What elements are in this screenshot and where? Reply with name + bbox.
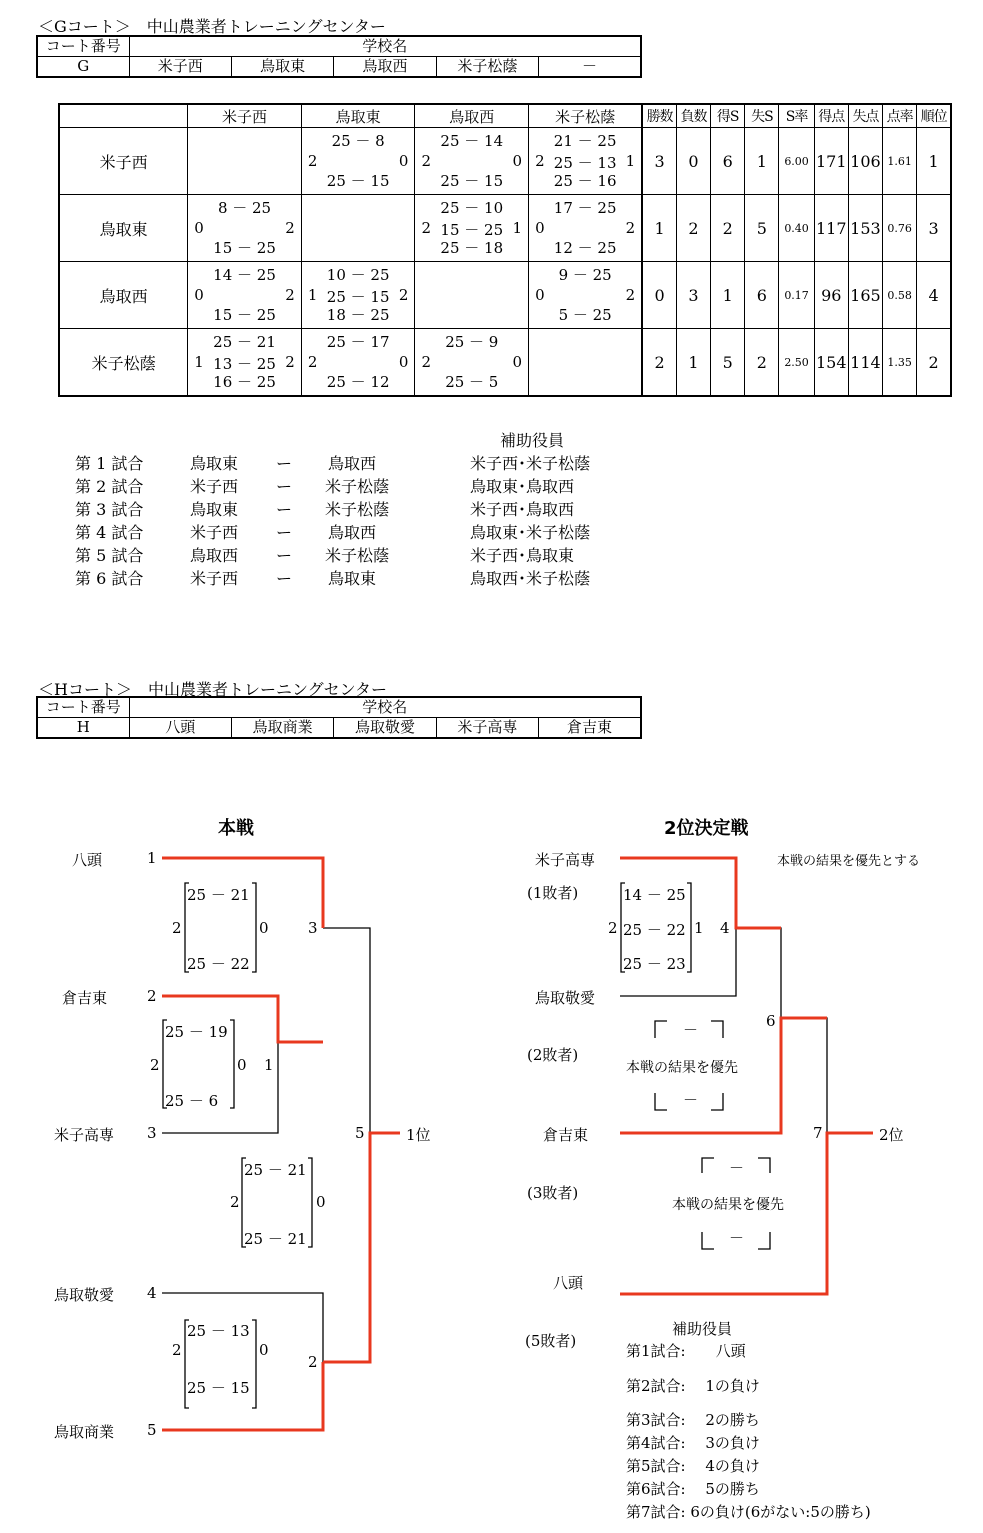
sets-won: 2 <box>172 919 182 937</box>
team-name: 鳥取商業 <box>54 1423 115 1441</box>
sets-won: 0 <box>512 353 523 371</box>
sets-won: 2 <box>421 353 432 371</box>
match-number: 3 <box>308 919 318 937</box>
sets-won: 2 <box>150 1056 160 1074</box>
sets-won: 2 <box>285 353 295 371</box>
team-b: 鳥取東 <box>328 569 377 588</box>
points-against: 153 <box>848 195 882 262</box>
school-name: 倉吉東 <box>539 718 641 739</box>
helper-teams: 米子西･鳥取東 <box>470 546 575 565</box>
col-header: 負数 <box>676 104 710 128</box>
priority-note: 本戦の結果を優先とする <box>777 854 921 869</box>
main-bracket-title: 本戦 <box>218 818 254 839</box>
set-score: 5 － 25 <box>558 306 612 324</box>
sets-won: 2 <box>172 1341 182 1359</box>
point-ratio: 0.76 <box>883 195 917 262</box>
points-for: 171 <box>814 128 848 195</box>
versus-dash: ー <box>276 477 293 496</box>
versus-dash: ー <box>276 546 293 565</box>
sets-won: 2 <box>421 152 432 170</box>
loser-label: (1敗者) <box>527 884 579 902</box>
team-name: 鳥取東 <box>59 195 188 262</box>
helper-line: 第3試合: 2の勝ち <box>626 1411 760 1429</box>
court-id: H <box>37 718 129 739</box>
helper-line: 第1試合: 八頭 <box>626 1342 746 1360</box>
sets-won: 2 <box>307 152 318 170</box>
set-score: 14 － 25 <box>213 266 276 284</box>
set-score: 17 － 25 <box>553 199 617 217</box>
placeholder-dash: － <box>683 1091 699 1109</box>
sets-won: 0 <box>237 1056 247 1074</box>
helper-teams: 鳥取東･米子松蔭 <box>470 523 591 542</box>
set-score: 25 － 13 <box>187 1322 250 1340</box>
school-name: 八頭 <box>129 718 231 739</box>
h-court-caption: ＜Hコート＞ 中山農業者トレーニングセンター <box>38 680 387 699</box>
team-name: 米子高専 <box>535 851 596 869</box>
sets-lost: 1 <box>745 128 779 195</box>
court-no-header: コート番号 <box>37 697 129 718</box>
placeholder-text: 本戦の結果を優先 <box>626 1060 738 1076</box>
helper-line: 第6試合: 5の勝ち <box>626 1480 760 1498</box>
set-score: 25 － 21 <box>244 1230 307 1248</box>
sets-won: 2 <box>285 286 295 304</box>
team-name: 鳥取敬愛 <box>54 1286 115 1304</box>
seed-number: 1 <box>147 849 157 867</box>
team-b: 鳥取西 <box>328 523 377 542</box>
team-name: 米子松蔭 <box>59 329 188 397</box>
second-place-label: 2位 <box>879 1126 904 1144</box>
set-ratio: 6.00 <box>779 128 814 195</box>
helper-header: 補助役員 <box>672 1320 733 1338</box>
helper-teams: 鳥取東･鳥取西 <box>470 477 575 496</box>
col-header: 米子松蔭 <box>529 104 643 128</box>
school-name: － <box>539 57 641 78</box>
helper-line: 第7試合: 6の負け(6がない:5の勝ち) <box>626 1503 871 1521</box>
loser-label: (5敗者) <box>525 1332 577 1350</box>
game-number: 第 3 試合 <box>75 500 144 519</box>
sets-won: 1 <box>711 262 745 329</box>
versus-dash: ー <box>276 569 293 588</box>
g-court-caption: ＜Gコート＞ 中山農業者トレーニングセンター <box>38 17 386 36</box>
match-number: 6 <box>766 1012 776 1030</box>
court-no-header: コート番号 <box>37 36 129 57</box>
helper-teams: 米子西･米子松蔭 <box>470 454 591 473</box>
rank: 2 <box>917 329 951 397</box>
point-ratio: 1.61 <box>883 128 917 195</box>
game-number: 第 2 試合 <box>75 477 144 496</box>
sets-won: 0 <box>259 919 269 937</box>
helper-line: 第5試合: 4の負け <box>626 1457 760 1475</box>
sets-won: 0 <box>259 1341 269 1359</box>
losses: 2 <box>676 195 710 262</box>
second-bracket-title: 2位決定戦 <box>664 818 749 839</box>
points-for: 96 <box>814 262 848 329</box>
seed-number: 4 <box>147 1284 157 1302</box>
team-a: 鳥取西 <box>190 546 239 565</box>
seed-number: 3 <box>147 1124 157 1142</box>
col-header: 失点 <box>848 104 882 128</box>
versus-dash: ー <box>276 500 293 519</box>
rank: 1 <box>917 128 951 195</box>
set-score: 13 － 25 <box>213 355 276 373</box>
team-name: 米子高専 <box>54 1126 115 1144</box>
sets-won: 2 <box>608 919 618 937</box>
team-b: 鳥取西 <box>328 454 377 473</box>
game-number: 第 6 試合 <box>75 569 144 588</box>
helper-line: 第4試合: 3の負け <box>626 1434 760 1452</box>
losses: 0 <box>676 128 710 195</box>
match-number: 7 <box>813 1124 823 1142</box>
helper-teams: 米子西･鳥取西 <box>470 500 575 519</box>
loser-label: (2敗者) <box>527 1046 579 1064</box>
set-score: 18 － 25 <box>326 306 390 324</box>
placeholder-text: 本戦の結果を優先 <box>672 1197 784 1213</box>
team-a: 鳥取東 <box>190 500 239 519</box>
team-name: 八頭 <box>553 1274 584 1292</box>
placeholder-dash: － <box>683 1021 699 1039</box>
set-score: 25 － 8 <box>331 132 385 150</box>
set-score: 25 － 21 <box>244 1161 307 1179</box>
points-for: 154 <box>814 329 848 397</box>
placeholder-dash: － <box>729 1159 745 1177</box>
set-score: 25 － 12 <box>326 373 390 391</box>
set-score: 21 － 25 <box>553 132 617 150</box>
set-score: 15 － 25 <box>440 221 504 239</box>
school-header: 学校名 <box>129 36 641 57</box>
set-ratio: 2.50 <box>779 329 814 397</box>
col-header: 失S <box>745 104 779 128</box>
wins: 0 <box>642 262 676 329</box>
game-number: 第 4 試合 <box>75 523 144 542</box>
match-number: 1 <box>264 1056 274 1074</box>
game-number: 第 1 試合 <box>75 454 144 473</box>
col-header: 点率 <box>883 104 917 128</box>
school-name: 米子西 <box>129 57 231 78</box>
sets-won: 2 <box>625 286 636 304</box>
team-name: 八頭 <box>72 851 103 869</box>
sets-won: 2 <box>285 219 295 237</box>
team-name: 鳥取敬愛 <box>535 989 596 1007</box>
match-number: 5 <box>355 1124 365 1142</box>
col-header: 勝数 <box>642 104 676 128</box>
set-ratio: 0.17 <box>779 262 814 329</box>
school-name: 米子松蔭 <box>436 57 538 78</box>
sets-won: 2 <box>625 219 636 237</box>
sets-won: 1 <box>694 919 704 937</box>
sets-won: 2 <box>230 1193 240 1211</box>
set-score: 16 － 25 <box>213 373 276 391</box>
set-score: 25 － 5 <box>445 373 499 391</box>
wins: 2 <box>642 329 676 397</box>
sets-lost: 5 <box>745 195 779 262</box>
points-against: 106 <box>848 128 882 195</box>
col-header: 鳥取東 <box>301 104 415 128</box>
points-for: 117 <box>814 195 848 262</box>
sets-won: 0 <box>194 286 204 304</box>
sets-won: 0 <box>398 152 409 170</box>
sets-won: 0 <box>535 286 545 304</box>
match-number: 4 <box>720 919 730 937</box>
g-helper-header: 補助役員 <box>500 431 565 450</box>
set-score: 25 － 17 <box>326 333 390 351</box>
team-a: 米子西 <box>190 477 239 496</box>
wins: 1 <box>642 195 676 262</box>
team-b: 米子松蔭 <box>325 477 390 496</box>
match-number: 2 <box>308 1353 318 1371</box>
court-id: G <box>37 57 129 78</box>
first-place-label: 1位 <box>406 1126 431 1144</box>
set-ratio: 0.40 <box>779 195 814 262</box>
point-ratio: 1.35 <box>883 329 917 397</box>
set-score: 10 － 25 <box>326 266 390 284</box>
set-score: 25 － 21 <box>213 333 276 351</box>
rank: 4 <box>917 262 951 329</box>
school-name: 鳥取東 <box>231 57 333 78</box>
point-ratio: 0.58 <box>883 262 917 329</box>
team-a: 米子西 <box>190 569 239 588</box>
sets-won: 0 <box>512 152 523 170</box>
team-a: 鳥取東 <box>190 454 239 473</box>
sets-won: 5 <box>711 329 745 397</box>
game-number: 第 5 試合 <box>75 546 144 565</box>
versus-dash: ー <box>276 523 293 542</box>
sets-won: 2 <box>398 286 409 304</box>
team-name: 倉吉東 <box>62 989 108 1007</box>
sets-won: 2 <box>535 152 545 170</box>
sets-won: 0 <box>535 219 545 237</box>
col-header: 鳥取西 <box>415 104 529 128</box>
sets-won: 2 <box>307 353 318 371</box>
set-score: 8 － 25 <box>217 199 272 217</box>
set-score: 25 － 15 <box>187 1379 250 1397</box>
col-header: 順位 <box>917 104 951 128</box>
school-name: 米子高専 <box>436 718 538 739</box>
col-header: 得点 <box>814 104 848 128</box>
sets-lost: 2 <box>745 329 779 397</box>
loser-label: (3敗者) <box>527 1184 579 1202</box>
set-score: 25 － 10 <box>440 199 504 217</box>
sets-won: 0 <box>398 353 409 371</box>
versus-dash: ー <box>276 454 293 473</box>
set-score: 25 － 15 <box>440 172 504 190</box>
set-score: 25 － 9 <box>445 333 499 351</box>
sets-won: 2 <box>421 219 432 237</box>
sets-lost: 6 <box>745 262 779 329</box>
sets-won: 1 <box>512 219 523 237</box>
sets-won: 1 <box>194 353 204 371</box>
team-b: 米子松蔭 <box>325 546 390 565</box>
team-b: 米子松蔭 <box>325 500 390 519</box>
school-name: 鳥取商業 <box>231 718 333 739</box>
set-score: 15 － 25 <box>213 306 276 324</box>
helper-line: 第2試合: 1の負け <box>626 1377 760 1395</box>
set-score: 25 － 21 <box>187 886 250 904</box>
points-against: 114 <box>848 329 882 397</box>
placeholder-dash: － <box>729 1229 745 1247</box>
rank: 3 <box>917 195 951 262</box>
seed-number: 2 <box>147 987 157 1005</box>
set-score: 25 － 6 <box>165 1092 219 1110</box>
set-score: 25 － 14 <box>440 132 504 150</box>
set-score: 25 － 22 <box>187 955 250 973</box>
col-header: S率 <box>779 104 814 128</box>
set-score: 9 － 25 <box>558 266 612 284</box>
sets-won: 6 <box>711 128 745 195</box>
sets-won: 0 <box>316 1193 326 1211</box>
set-score: 25 － 15 <box>326 172 390 190</box>
school-header: 学校名 <box>129 697 641 718</box>
set-score: 25 － 16 <box>553 172 617 190</box>
sets-won: 1 <box>307 286 318 304</box>
set-score: 25 － 23 <box>623 955 686 973</box>
school-name: 鳥取西 <box>334 57 436 78</box>
helper-teams: 鳥取西･米子松蔭 <box>470 569 591 588</box>
losses: 1 <box>676 329 710 397</box>
seed-number: 5 <box>147 1421 157 1439</box>
sets-won: 0 <box>194 219 204 237</box>
set-score: 25 － 13 <box>553 154 617 172</box>
col-header: 米子西 <box>188 104 302 128</box>
team-name: 倉吉東 <box>543 1126 589 1144</box>
set-score: 25 － 15 <box>326 288 390 306</box>
wins: 3 <box>642 128 676 195</box>
set-score: 14 － 25 <box>623 886 686 904</box>
sets-won: 1 <box>625 152 636 170</box>
points-against: 165 <box>848 262 882 329</box>
sets-won: 2 <box>711 195 745 262</box>
set-score: 25 － 22 <box>623 921 686 939</box>
team-name: 鳥取西 <box>59 262 188 329</box>
school-name: 鳥取敬愛 <box>334 718 436 739</box>
team-a: 米子西 <box>190 523 239 542</box>
team-name: 米子西 <box>59 128 188 195</box>
set-score: 25 － 19 <box>165 1023 228 1041</box>
set-score: 15 － 25 <box>213 239 276 257</box>
set-score: 25 － 18 <box>440 239 504 257</box>
col-header: 得S <box>711 104 745 128</box>
losses: 3 <box>676 262 710 329</box>
set-score: 12 － 25 <box>553 239 617 257</box>
